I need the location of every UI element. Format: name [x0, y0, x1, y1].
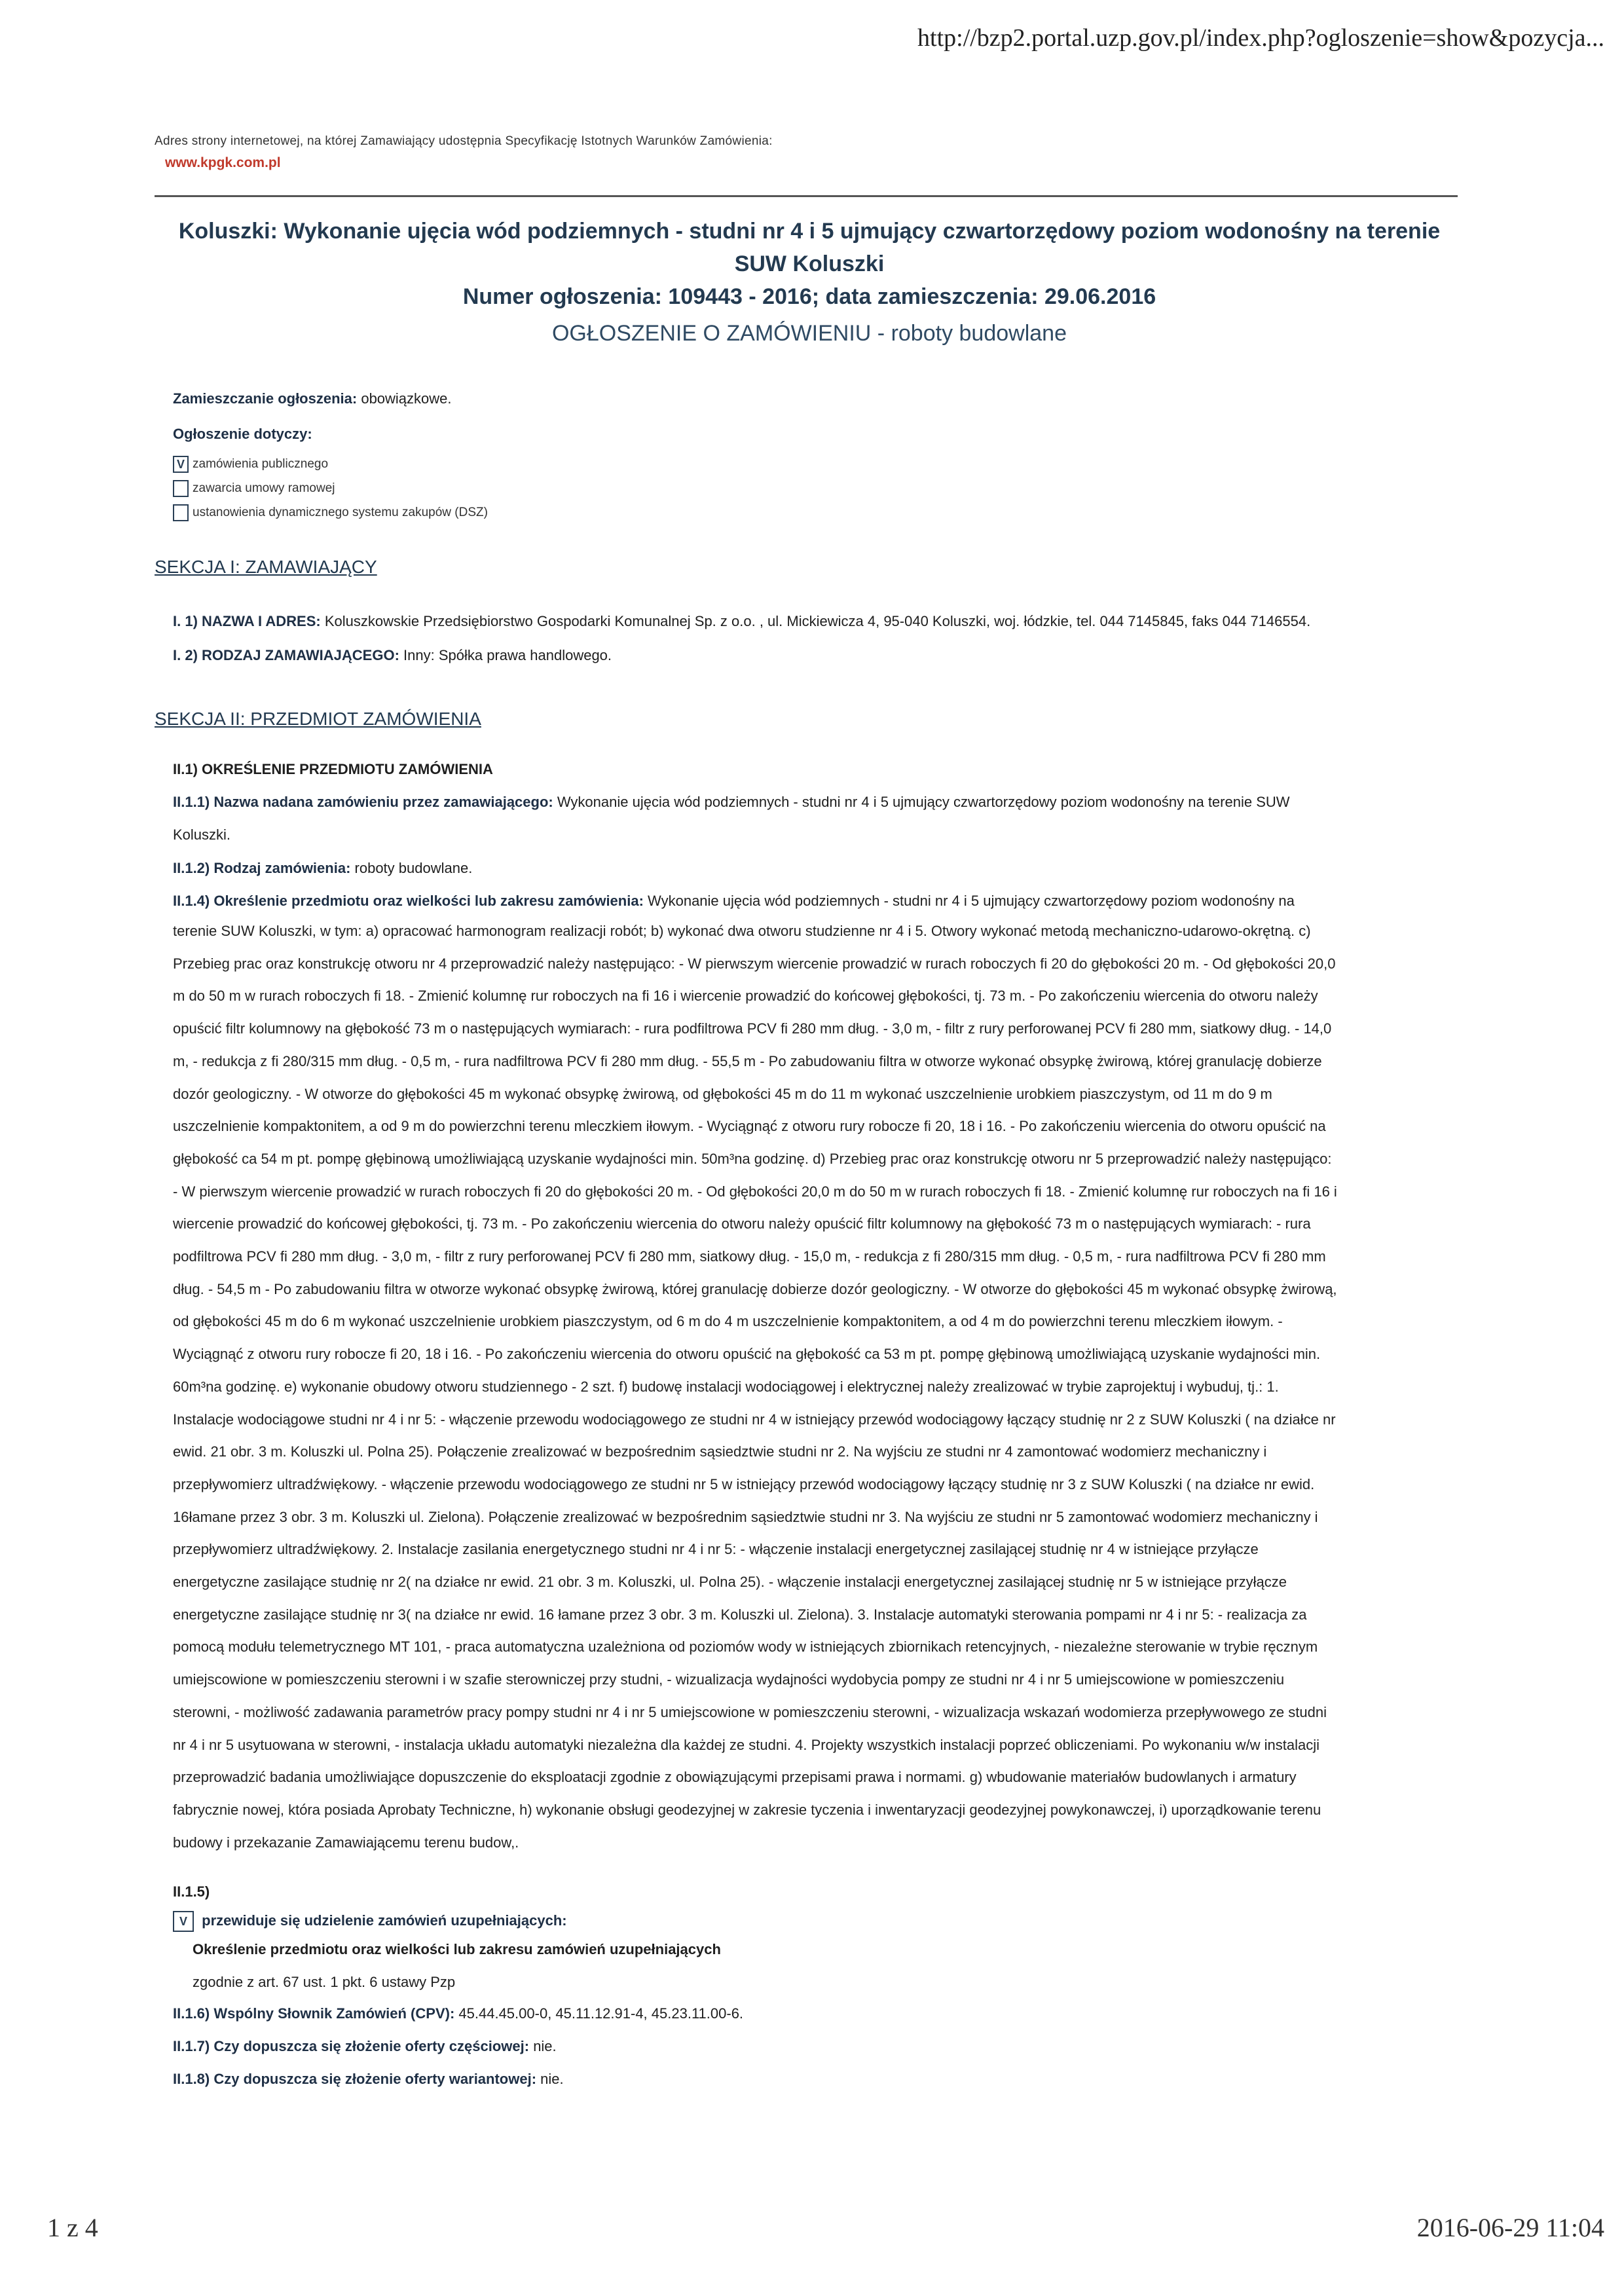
description-line: pomocą modułu telemetrycznego MT 101, - praca automatyczna uzależniona od poziomów wody w istniejących zbiornikach retencyjnych, - niezależne sterowanie w trybie ręcznym — [173, 1639, 1318, 1656]
s2-desc-first: Wykonanie ujęcia wód podziemnych - studni nr 4 i 5 ujmujący czwartorzędowy poziom wodonośny na — [648, 893, 1295, 909]
description-line: sterowni, - możliwość zadawania parametrów pracy pompy studni nr 4 i nr 5 umiejscowione w pomieszczeniu sterowni, - wizualizacja wskazań wodomierza przepływowego ze studni — [173, 1703, 1327, 1720]
description-line: przepływomierz ultradźwiękowy. 2. Instalacje zasilania energetycznego studni nr 4 i nr 5: - włączenie instalacji energetycznej zasilającej studnię nr 4 w istniejące przyłącze — [173, 1541, 1259, 1558]
description-line: m, - redukcja z fi 280/315 mm dług. - 0,5 m, - rura nadfiltrowa PCV fi 280 mm dług. - 55,5 m - Po zabudowaniu filtra w otworze wykonać obsypkę żwirową, której granulację dobierze — [173, 1052, 1322, 1069]
s2-partial-value: nie. — [533, 2038, 557, 2054]
notice-title-line1: Koluszki: Wykonanie ujęcia wód podziemnych - studni nr 4 i 5 ujmujący czwartorzędowy poziom wodonośny na terenie — [178, 219, 1441, 244]
s2-kind-label: II.1.2) Rodzaj zamówienia: — [173, 860, 351, 876]
description-line: przeprowadzić badania umożliwiające dopuszczenie do eksploatacji zgodnie z obowiązującymi przepisami prawa i normami. g) wbudowanie materiałów budowlanych i armatury — [173, 1769, 1297, 1786]
description-line: terenie SUW Koluszki, w tym: a) opracować harmonogram realizacji robót; b) wykonać dwa otworu studzienne nr 4 i 5. Otwory wykonać metodą mechaniczno-udarowo-okrętną. c) — [173, 923, 1311, 939]
s2-supp-heading: Określenie przedmiotu oraz wielkości lub zakresu zamówień uzupełniających — [193, 1941, 721, 1957]
placement-label: Zamieszczanie ogłoszenia: — [173, 390, 358, 407]
concerns-label: Ogłoszenie dotyczy: — [173, 426, 312, 442]
header-divider — [155, 195, 1458, 197]
description-line: dług. - 54,5 m - Po zabudowaniu filtra w otworze wykonać obsypkę żwirową, której granulację dobierze dozór geologiczny. - W otworze do głębokości 45 m wykonać obsypkę żwirową, — [173, 1280, 1337, 1297]
concerns-option-1[interactable] — [173, 480, 335, 497]
description-line: fabrycznie nowej, która posiada Aprobaty Techniczne, h) wykonanie obsługi geodezyjnej w zakresie tyczenia i inwentaryzacji geodezyjnej powykonawczej, i) uporządkowanie terenu — [173, 1801, 1321, 1818]
description-line: uszczelnienie kompaktonitem, a od 9 m do powierzchni terenu mleczkiem iłowym. - Wyciągnąć z otworu rury robocze fi 20, 18 i 16. - Po zakończeniu wiercenia do otworu opuścić na — [173, 1118, 1326, 1135]
description-line: 16łamane przez 3 obr. 3 m. Koluszki ul. Zielona). Połączenie zrealizować w bezpośrednim sąsiedztwie studni nr 3. Na wyjściu ze studni nr 5 zamontować wodomierz mechaniczny i — [173, 1508, 1318, 1525]
checkbox-checked[interactable]: V — [173, 456, 189, 473]
description-line: wiercenie prowadzić do końcowej głębokości, tj. 73 m. - Po zakończeniu wiercenia do otworu należy opuścić filtr kolumnowy na głębokość 73 m o następujących wymiarach: - rura — [173, 1215, 1311, 1232]
description-line: m do 50 m w rurach roboczych fi 18. - Zmienić kolumnę rur roboczych na fi 16 i wiercenie prowadzić do końcowej głębokości, tj. 73 m. - Po zakończeniu wiercenia do otworu należy — [173, 988, 1318, 1005]
checkbox-unchecked[interactable] — [173, 480, 189, 497]
placement-value: obowiązkowe. — [361, 390, 452, 407]
description-line: energetyczne zasilające studnię nr 2( na działce nr ewid. 21 obr. 3 m. Koluszki, ul. Polna 25). - włączenie instalacji energetycznej zasilającej studnię nr 5 w istniejące przyłącze — [173, 1574, 1287, 1591]
description-line: Wyciągnąć z otworu rury robocze fi 20, 18 i 16. - Po zakończeniu wiercenia do otworu opuścić na głębokość ca 53 m pt. pompę głębinową umożliwiającą uzyskanie wydajności min. — [173, 1346, 1321, 1363]
s2-name-row — [173, 794, 1476, 811]
s2-supp-row[interactable] — [173, 1911, 567, 1932]
s1-type-row — [173, 647, 612, 664]
s1-name-row — [173, 613, 1310, 630]
s2-variant-value: nie. — [540, 2071, 564, 2087]
s2-name-value-cont: Koluszki. — [173, 826, 231, 843]
description-line: budowy i przekazanie Zamawiającemu terenu budow,. — [173, 1834, 519, 1851]
s2-name-value: Wykonanie ujęcia wód podziemnych - studni nr 4 i 5 ujmujący czwartorzędowy poziom wodonośny na terenie SUW — [557, 794, 1290, 810]
section-2-title: SEKCJA II: PRZEDMIOT ZAMÓWIENIA — [155, 709, 481, 729]
s2-cpv-value: 45.44.45.00-0, 45.11.12.91-4, 45.23.11.00-6. — [458, 2005, 744, 2022]
description-line: opuścić filtr kolumnowy na głębokość 73 m o następujących wymiarach: - rura podfiltrowa PCV fi 280 mm dług. - 3,0 m, - filtr z rury perforowanej PCV fi 280 mm, siatkowy dług. - 14,0 — [173, 1020, 1332, 1037]
s2-supp-label: przewiduje się udzielenie zamówień uzupełniających: — [202, 1912, 567, 1929]
concerns-option-label: zamówienia publicznego — [193, 457, 329, 472]
s2-description — [173, 915, 1476, 1859]
s2-name-label: II.1.1) Nazwa nadana zamówieniu przez zamawiającego: — [173, 794, 553, 810]
print-datetime: 2016-06-29 11:04 — [1416, 2213, 1604, 2242]
description-line: Instalacje wodociągowe studni nr 4 i nr 5: - włączenie przewodu wodociągowego ze studni nr 4 w istniejący przewód wodociągowy łączący studnię nr 2 z SUW Koluszki ( na działce nr — [173, 1411, 1336, 1428]
description-line: 60m³na godzinę. e) wykonanie obudowy otworu studziennego - 2 szt. f) budowę instalacji wodociągowej i elektrycznej należy zrealizować w trybie zaprojektuj i wybuduj, tj.: 1. — [173, 1378, 1279, 1395]
s2-variant-row — [173, 2071, 564, 2088]
concerns-option-0[interactable] — [173, 456, 328, 473]
checkbox-checked[interactable]: V — [173, 1911, 194, 1932]
description-line: przepływomierz ultradźwiękowy. - włączenie przewodu wodociągowego ze studni nr 5 w istniejący przewód wodociągowy łączący studnię nr 3 z SUW Koluszki ( na działce nr ewid. — [173, 1475, 1315, 1492]
s1-type-value: Inny: Spółka prawa handlowego. — [403, 647, 612, 663]
s2-desc-label: II.1.4) Określenie przedmiotu oraz wielkości lub zakresu zamówienia: — [173, 893, 644, 909]
description-line: Przebieg prac oraz konstrukcję otworu nr 4 przeprowadzić należy następująco: - W pierwszym wiercenie prowadzić w rurach roboczych fi 20 do głębokości 20 m. - Od głębokości 20,0 — [173, 955, 1336, 972]
section-1-title: SEKCJA I: ZAMAWIAJĄCY — [155, 557, 377, 577]
concerns-option-2[interactable] — [173, 504, 488, 521]
notice-title — [155, 215, 1464, 280]
s2-supp-value: zgodnie z art. 67 ust. 1 pkt. 6 ustawy Pzp — [193, 1974, 456, 1990]
s2-kind-row — [173, 860, 472, 877]
s2-cpv-label: II.1.6) Wspólny Słownik Zamówień (CPV): — [173, 2005, 455, 2022]
s1-name-value: Koluszkowskie Przedsiębiorstwo Gospodarki Komunalnej Sp. z o.o. , ul. Mickiewicza 4, 95-040 Koluszki, woj. łódzkie, tel. 044 7145845, faks 044 7146554. — [324, 613, 1311, 629]
concerns-option-label: zawarcia umowy ramowej — [193, 481, 335, 496]
concerns-option-label: ustanowienia dynamicznego systemu zakupów (DSZ) — [193, 506, 488, 520]
s1-type-label: I. 2) RODZAJ ZAMAWIAJĄCEGO: — [173, 647, 399, 663]
description-line: - W pierwszym wiercenie prowadzić w rurach roboczych fi 20 do głębokości 20 m. - Od głębokości 20,0 m do 50 m w rurach roboczych fi 18. - Zmienić kolumnę rur roboczych na fi 16 i — [173, 1183, 1337, 1200]
description-line: podfiltrowa PCV fi 280 mm dług. - 3,0 m, - filtr z rury perforowanej PCV fi 280 mm, siatkowy dług. - 15,0 m, - redukcja z fi 280/315 mm dług. - 0,5 m, - rura nadfiltrowa PCV fi 280 mm — [173, 1248, 1326, 1265]
notice-type: OGŁOSZENIE O ZAMÓWIENIU - roboty budowlane — [551, 321, 1067, 346]
s1-name-label: I. 1) NAZWA I ADRES: — [173, 613, 321, 629]
description-line: głębokość ca 54 m pt. pompę głębinową umożliwiającą uzyskanie wydajności min. 50m³na godzinę. d) Przebieg prac oraz konstrukcję otworu nr 5 przeprowadzić należy następująco: — [173, 1150, 1332, 1167]
s2-partial-label: II.1.7) Czy dopuszcza się złożenie oferty częściowej: — [173, 2038, 530, 2054]
checkbox-unchecked[interactable] — [173, 504, 189, 521]
s2-variant-label: II.1.8) Czy dopuszcza się złożenie oferty wariantowej: — [173, 2071, 537, 2087]
page-number: 1 z 4 — [47, 2213, 98, 2242]
intro-text: Adres strony internetowej, na której Zamawiający udostępnia Specyfikację Istotnych Warunków Zamówienia: — [155, 134, 773, 148]
description-line: energetyczne zasilające studnię nr 3( na działce nr ewid. 16 łamane przez 3 obr. 3 m. Koluszki ul. Zielona). 3. Instalacje automatyki sterowania pompami nr 4 i nr 5: - realizacja za — [173, 1606, 1307, 1623]
s2-desc-row — [173, 893, 1483, 910]
description-line: ewid. 21 obr. 3 m. Koluszki ul. Polna 25). Połączenie zrealizować w bezpośrednim sąsiedztwie studni nr 2. Na wyjściu ze studni nr 4 zamontować wodomierz mechaniczny i — [173, 1443, 1267, 1460]
s2-kind-value: roboty budowlane. — [354, 860, 473, 876]
page-url: http://bzp2.portal.uzp.gov.pl/index.php?ogloszenie=show&pozycja... — [917, 24, 1604, 52]
notice-title-line2: SUW Koluszki — [734, 251, 885, 276]
description-line: dozór geologiczny. - W otworze do głębokości 45 m wykonać obsypkę żwirową, od głębokości 45 m do 11 m wykonać uszczelnienie urobkiem piaszczystym, od 11 m do 9 m — [173, 1085, 1272, 1102]
description-line: od głębokości 45 m do 6 m wykonać uszczelnienie urobkiem piaszczystym, od 6 m do 4 m uszczelnienie kompaktonitem, a od 4 m do powierzchni terenu mleczkiem iłowym. - — [173, 1313, 1283, 1330]
s2-cpv-row — [173, 2005, 743, 2022]
s2-heading: II.1) OKREŚLENIE PRZEDMIOTU ZAMÓWIENIA — [173, 761, 493, 777]
notice-number: Numer ogłoszenia: 109443 - 2016; data zamieszczenia: 29.06.2016 — [462, 284, 1156, 309]
s2-partial-row — [173, 2038, 557, 2055]
s2-supp-num: II.1.5) — [173, 1883, 210, 1900]
description-line: nr 4 i nr 5 usytuowana w sterowni, - instalacja układu automatyki niezależna dla każdej ze studni. 4. Projekty wszystkich instalacji poprzeć obliczeniami. Po wykonaniu w/w instalacji — [173, 1736, 1320, 1753]
specification-link[interactable]: www.kpgk.com.pl — [165, 155, 281, 170]
placement-row — [173, 390, 452, 407]
description-line: umiejscowione w pomieszczeniu sterowni i w szafie sterowniczej przy studni, - wizualizacja wydajności wydobycia pompy ze studni nr 4 i nr 5 umiejscowione w pomieszczeniu — [173, 1671, 1285, 1688]
